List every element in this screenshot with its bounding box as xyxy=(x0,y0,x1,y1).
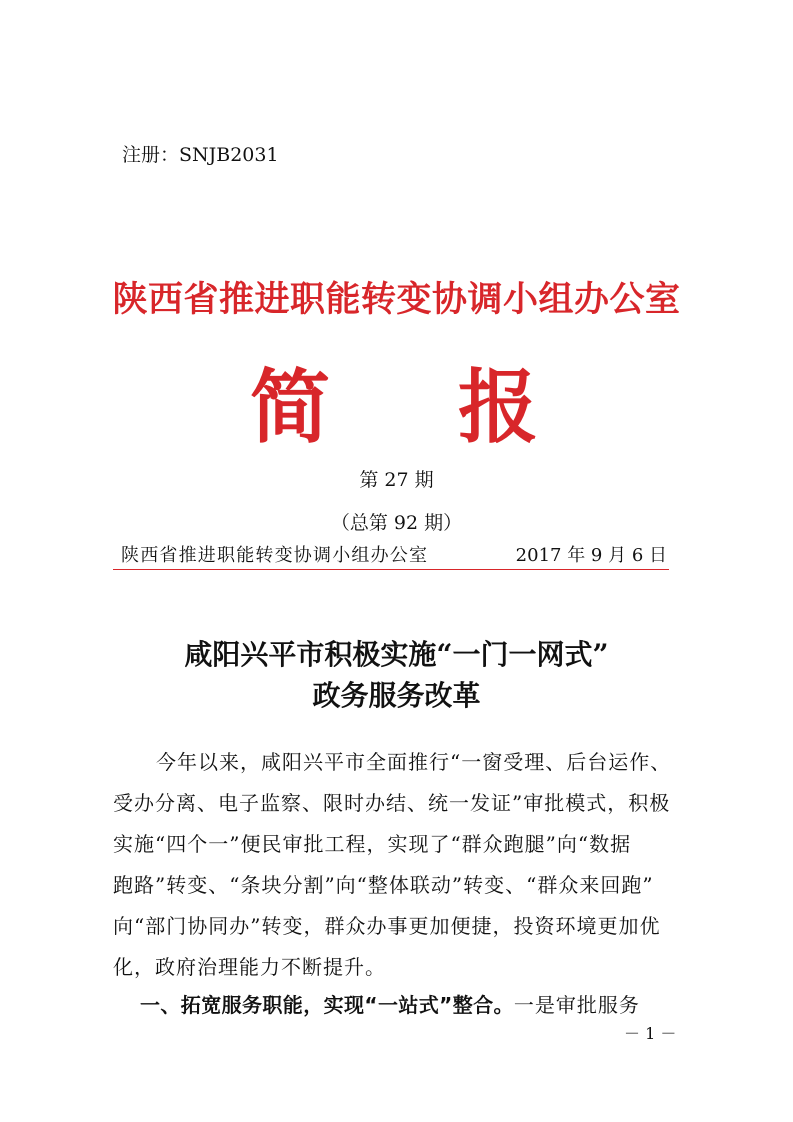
body-line: 受办分离、电子监察、限时办结、统一发证”审批模式，积极 xyxy=(113,791,671,815)
page-number: － 1 － xyxy=(624,1024,677,1043)
section-1-text: 一是审批服务 xyxy=(513,993,640,1017)
article-title-line-2: 政务服务改革 xyxy=(312,679,481,712)
publish-date: 2017 年 9 月 6 日 xyxy=(515,545,667,566)
issuer-masthead: 陕西省推进职能转变协调小组办公室 xyxy=(112,279,681,320)
body-line: 今年以来，咸阳兴平市全面推行“一窗受理、后台运作、 xyxy=(156,750,672,774)
total-issue-number: （总第 92 期） xyxy=(330,512,463,534)
body-line: 化，政府治理能力不断提升。 xyxy=(113,955,386,979)
bulletin-char-2: 报 xyxy=(458,360,538,454)
publisher-row xyxy=(113,541,669,570)
body-line: 实施“四个一”便民审批工程，实现了“群众跑腿”向“数据 xyxy=(113,832,632,856)
body-line: 跑路”转变、“条块分割”向“整体联动”转变、“群众来回跑” xyxy=(113,873,654,897)
section-1-line xyxy=(140,989,640,1018)
publisher-office: 陕西省推进职能转变协调小组办公室 xyxy=(121,545,429,566)
bulletin-title xyxy=(0,362,793,452)
registration-number: 注册：SNJB2031 xyxy=(122,144,279,166)
issue-number: 第 27 期 xyxy=(359,469,434,491)
bulletin-char-1: 简 xyxy=(250,360,330,454)
body-line: 向“部门协同办”转变，群众办事更加便捷，投资环境更加优 xyxy=(113,914,661,938)
section-1-heading: 一、拓宽服务职能，实现“一站式”整合。 xyxy=(140,993,514,1017)
article-title-line-1: 咸阳兴平市积极实施“一门一网式” xyxy=(184,638,609,671)
